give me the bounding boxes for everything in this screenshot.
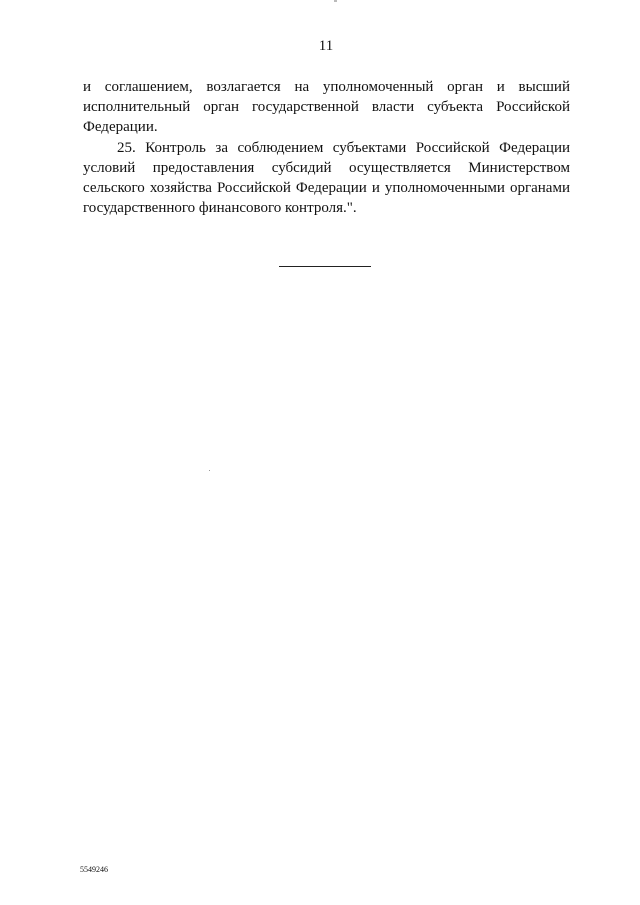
scan-artifact	[334, 0, 337, 2]
text-line: сельского хозяйства Российской Федерации и уполномоченными органами	[83, 180, 570, 197]
scan-artifact	[209, 470, 210, 471]
text-line: и соглашением, возлагается на уполномоченный орган и высший	[83, 79, 570, 95]
page-number: 11	[318, 38, 334, 54]
end-separator-line	[279, 266, 371, 267]
document-id: 5549246	[80, 865, 108, 874]
paragraph-25-first-line: 25. Контроль за соблюдением субъектами Российской Федерации	[117, 139, 570, 156]
body-text	[83, 77, 570, 218]
text-line: государственного финансового контроля.".	[83, 200, 357, 217]
text-line: исполнительный орган государственной власти субъекта Российской	[83, 99, 570, 116]
text-line: Федерации.	[83, 119, 158, 136]
text-line: условий предоставления субсидий осуществляется Министерством	[83, 159, 570, 176]
